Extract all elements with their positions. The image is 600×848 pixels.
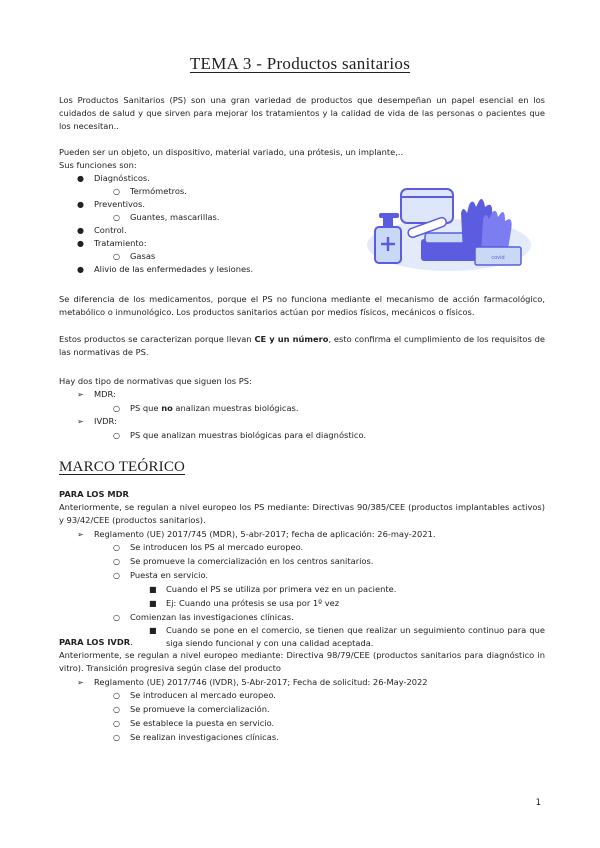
function-subitem: Guantes, mascarillas. xyxy=(130,212,220,222)
mdr-description: PS que no analizan muestras biológicas. xyxy=(130,403,299,413)
bullet-icon: ● xyxy=(77,239,84,248)
ce-number-bold: CE y un número xyxy=(254,334,329,344)
circle-bullet-icon: ○ xyxy=(113,705,120,714)
ivdr-step: Se introducen al mercado europeo. xyxy=(130,690,276,700)
mdr-step: Comienzan las investigaciones clínicas. xyxy=(130,612,294,622)
functions-label: Sus funciones son: xyxy=(59,160,137,170)
mdr-section-paragraph: Anteriormente, se regulan a nivel europeo los PS mediante: Directivas 90/385/CEE (productos implantables activos) y 93/42/CEE (productos sanitarios). xyxy=(59,502,545,525)
circle-bullet-icon: ○ xyxy=(113,613,120,622)
page-title: TEMA 3 - Productos sanitarios xyxy=(189,54,411,73)
bullet-icon: ● xyxy=(77,200,84,209)
circle-bullet-icon: ○ xyxy=(113,187,120,196)
circle-bullet-icon: ○ xyxy=(113,733,120,742)
mdr-step: Se introducen los PS al mercado europeo. xyxy=(130,542,304,552)
square-bullet-icon: ■ xyxy=(149,585,157,594)
characteristics-paragraph: Estos productos se caracterizan porque llevan CE y un número, esto confirma el cumplimiento de los requisitos de las normativas de PS. xyxy=(59,334,545,357)
ivdr-step: Se establece la puesta en servicio. xyxy=(130,718,275,728)
mdr-substep: Ej: Cuando una prótesis se usa por 1º vez xyxy=(166,598,340,608)
circle-bullet-icon: ○ xyxy=(113,557,120,566)
bullet-icon: ● xyxy=(77,174,84,183)
circle-bullet-icon: ○ xyxy=(113,404,120,413)
circle-bullet-icon: ○ xyxy=(113,543,120,552)
page-number: 1 xyxy=(535,798,541,808)
mdr-regulation: Reglamento (UE) 2017/745 (MDR), 5-abr-2017; fecha de aplicación: 26-may-2021. xyxy=(94,529,436,539)
arrow-bullet-icon: ➢ xyxy=(77,530,84,539)
ivdr-label: IVDR: xyxy=(94,416,117,426)
ivdr-step: Se realizan investigaciones clínicas. xyxy=(130,732,279,742)
circle-bullet-icon: ○ xyxy=(113,571,120,580)
function-item: Preventivos. xyxy=(94,199,145,209)
function-item: Tratamiento: xyxy=(94,238,147,248)
circle-bullet-icon: ○ xyxy=(113,691,120,700)
circle-bullet-icon: ○ xyxy=(113,719,120,728)
function-item: Control. xyxy=(94,225,127,235)
square-bullet-icon: ■ xyxy=(149,626,157,635)
box-label: covid xyxy=(491,255,505,261)
mdr-section-heading: PARA LOS MDR xyxy=(59,489,129,499)
square-bullet-icon: ■ xyxy=(149,599,157,608)
mdr-step: Se promueve la comercialización en los centros sanitarios. xyxy=(130,556,374,566)
ivdr-section-heading: PARA LOS IVDR. xyxy=(59,637,133,647)
function-subitem: Termómetros. xyxy=(130,186,187,196)
intro-paragraph: Los Productos Sanitarios (PS) son una gran variedad de productos que desempeñan un papel esencial en los cuidados de salud y que sirven para mejorar los tratamientos y la calidad de vida de las personas o pacientes que los necesitan.. xyxy=(59,95,545,131)
ivdr-step: Se promueve la comercialización. xyxy=(130,704,270,714)
ivdr-description: PS que analizan muestras biológicas para el diagnóstico. xyxy=(130,430,367,440)
medical-supplies-illustration xyxy=(363,183,533,275)
can-be-text: Pueden ser un objeto, un dispositivo, material variado, una prótesis, un implante,.. xyxy=(59,147,404,157)
mdr-substep: Cuando el PS se utiliza por primera vez en un paciente. xyxy=(166,584,397,594)
ivdr-regulation: Reglamento (UE) 2017/746 (IVDR), 5-Abr-2017; Fecha de solicitud: 26-May-2022 xyxy=(94,677,428,687)
bullet-icon: ● xyxy=(77,265,84,274)
mdr-step: Puesta en servicio. xyxy=(130,570,209,580)
difference-paragraph: Se diferencia de los medicamentos, porque el PS no funciona mediante el mecanismo de acción farmacológico, metabólico o inmunológico. Los productos sanitarios actúan por medios físicos, mecánicos o físicos. xyxy=(59,294,545,317)
arrow-bullet-icon: ➢ xyxy=(77,390,84,399)
normativas-label: Hay dos tipo de normativas que siguen los PS: xyxy=(59,376,252,386)
function-subitem: Gasas xyxy=(130,251,156,261)
arrow-bullet-icon: ➢ xyxy=(77,678,84,687)
bullet-icon: ● xyxy=(77,226,84,235)
section-heading-marco-teorico: MARCO TEÓRICO xyxy=(59,459,186,475)
circle-bullet-icon: ○ xyxy=(113,252,120,261)
ivdr-section-paragraph: Anteriormente, se regulan a nivel europeo mediante: Directiva 98/79/CEE (productos sanitarios para diagnóstico in vitro). Transición progresiva según clase del producto xyxy=(59,650,545,673)
function-item: Alivio de las enfermedades y lesiones. xyxy=(94,264,254,274)
arrow-bullet-icon: ➢ xyxy=(77,417,84,426)
mdr-label: MDR: xyxy=(94,389,116,399)
mdr-substep: Cuando se pone en el comercio, se tienen que realizar un seguimiento continuo para que siga siendo funcional y con una calidad aceptada. xyxy=(166,625,545,648)
circle-bullet-icon: ○ xyxy=(113,213,120,222)
circle-bullet-icon: ○ xyxy=(113,431,120,440)
function-item: Diagnósticos. xyxy=(94,173,150,183)
